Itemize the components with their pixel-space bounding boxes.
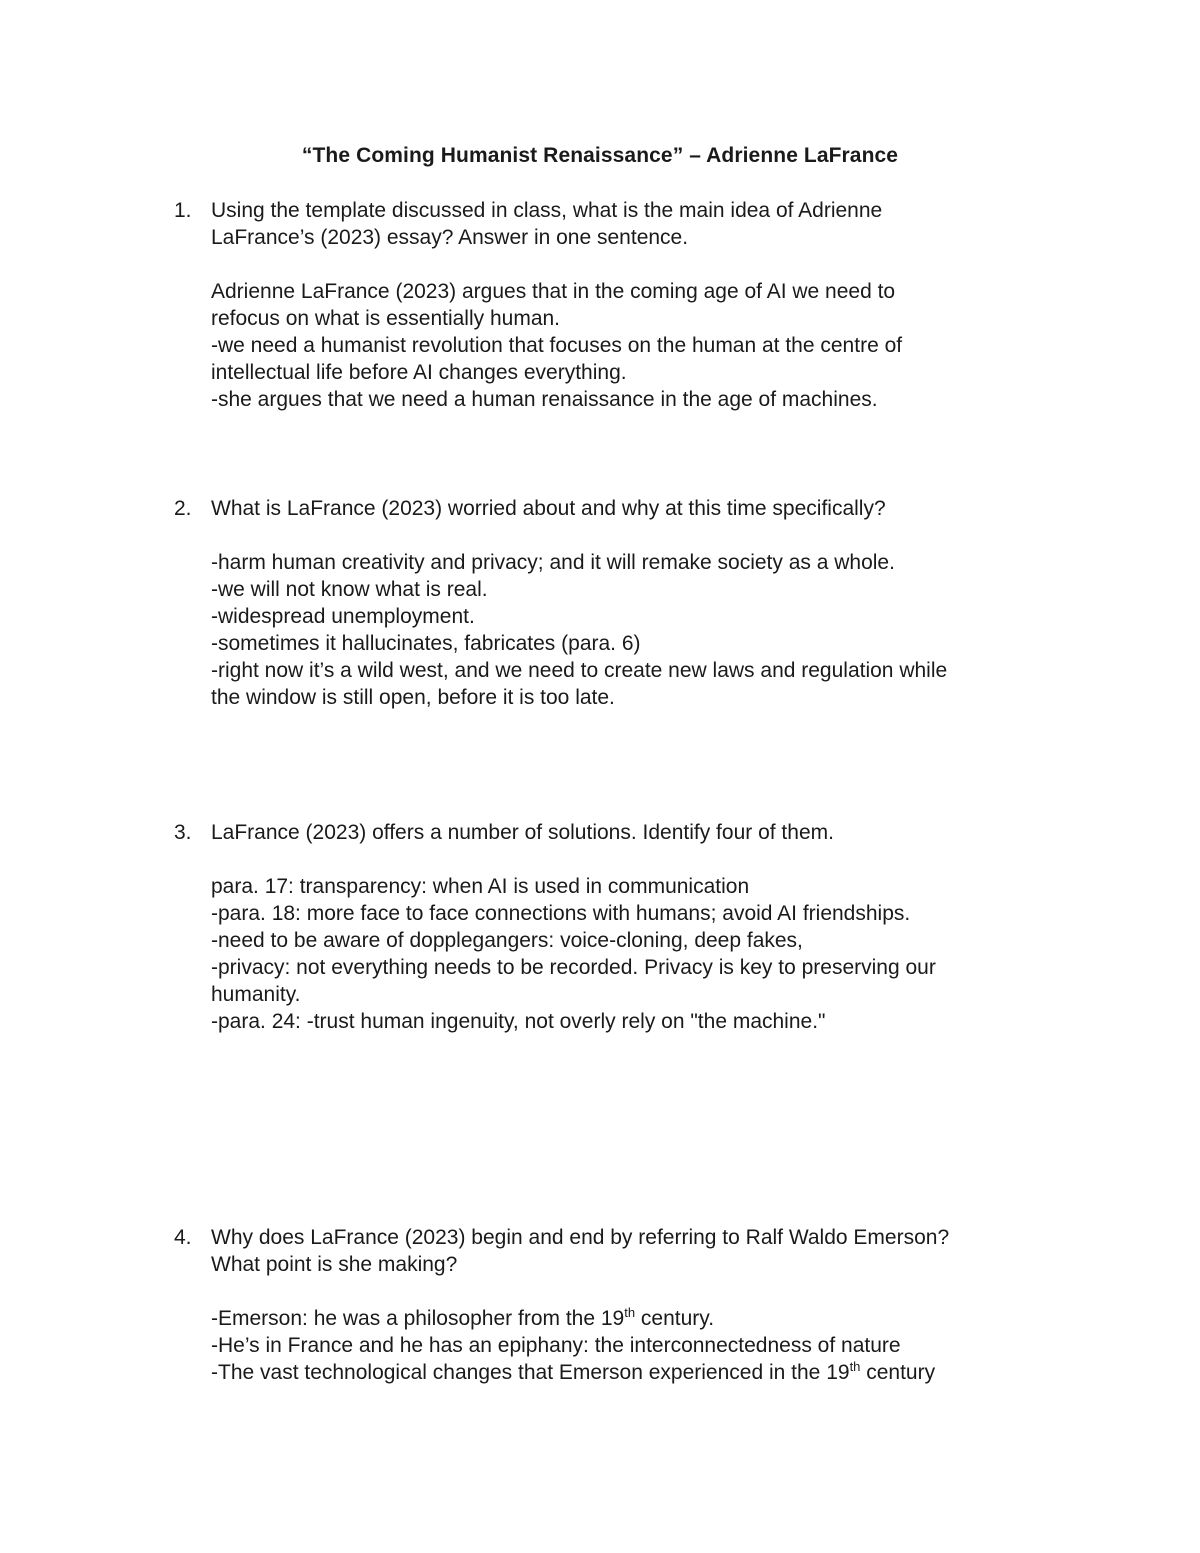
answer-line: -para. 24: -trust human ingenuity, not overly rely on "the machine."	[211, 1010, 826, 1033]
answer-block	[211, 873, 1071, 1035]
answer-line: the window is still open, before it is too late.	[211, 686, 615, 709]
question-prompt	[211, 495, 1071, 522]
answer-line: -we need a humanist revolution that focuses on the human at the centre of	[211, 334, 903, 357]
answer-line	[211, 1332, 1071, 1359]
answer-line: -she argues that we need a human renaissance in the age of machines.	[211, 388, 878, 411]
question-prompt	[211, 1224, 1071, 1278]
answer-line: Adrienne LaFrance (2023) argues that in the coming age of AI we need to	[211, 280, 896, 303]
answer-line: intellectual life before AI changes everything.	[211, 361, 627, 384]
answer-text: century	[860, 1361, 936, 1384]
answer-line: -privacy: not everything needs to be recorded. Privacy is key to preserving our	[211, 956, 936, 979]
answer-line	[211, 1305, 1071, 1332]
question-prompt	[211, 819, 1071, 846]
prompt-line: LaFrance’s (2023) essay? Answer in one sentence.	[211, 226, 689, 249]
prompt-line: LaFrance (2023) offers a number of solutions. Identify four of them.	[211, 821, 834, 844]
question-number: 2.	[174, 497, 192, 520]
answer-block	[211, 549, 1071, 711]
superscript: th	[624, 1305, 636, 1320]
answer-line: -harm human creativity and privacy; and it will remake society as a whole.	[211, 551, 895, 574]
prompt-line: Why does LaFrance (2023) begin and end by referring to Ralf Waldo Emerson?	[211, 1226, 950, 1249]
answer-line: -para. 18: more face to face connections with humans; avoid AI friendships.	[211, 902, 911, 925]
answer-line: -sometimes it hallucinates, fabricates (para. 6)	[211, 632, 641, 655]
answer-line: -need to be aware of dopplegangers: voice-cloning, deep fakes,	[211, 929, 803, 952]
answer-block	[211, 278, 1071, 413]
answer-line	[211, 1359, 1071, 1386]
answer-line: -widespread unemployment.	[211, 605, 475, 628]
superscript: th	[849, 1359, 861, 1374]
question-prompt	[211, 197, 1071, 251]
question-number: 4.	[174, 1226, 192, 1249]
answer-text: -He’s in France and he has an epiphany: the interconnectedness of nature	[211, 1334, 901, 1357]
answer-line: -we will not know what is real.	[211, 578, 488, 601]
prompt-line: What is LaFrance (2023) worried about and why at this time specifically?	[211, 497, 886, 520]
answer-text: century.	[635, 1307, 715, 1330]
answer-text: -Emerson: he was a philosopher from the 19	[211, 1307, 625, 1330]
document-title: “The Coming Humanist Renaissance” – Adrienne LaFrance	[301, 144, 899, 167]
answer-block	[211, 1305, 1071, 1386]
prompt-line: Using the template discussed in class, what is the main idea of Adrienne	[211, 199, 883, 222]
prompt-line: What point is she making?	[211, 1253, 458, 1276]
answer-line: humanity.	[211, 983, 301, 1006]
question-number: 1.	[174, 199, 192, 222]
answer-text: -The vast technological changes that Emerson experienced in the 19	[211, 1361, 850, 1384]
answer-line: para. 17: transparency: when AI is used in communication	[211, 875, 750, 898]
answer-line: refocus on what is essentially human.	[211, 307, 561, 330]
question-number: 3.	[174, 821, 192, 844]
answer-line: -right now it’s a wild west, and we need to create new laws and regulation while	[211, 659, 948, 682]
